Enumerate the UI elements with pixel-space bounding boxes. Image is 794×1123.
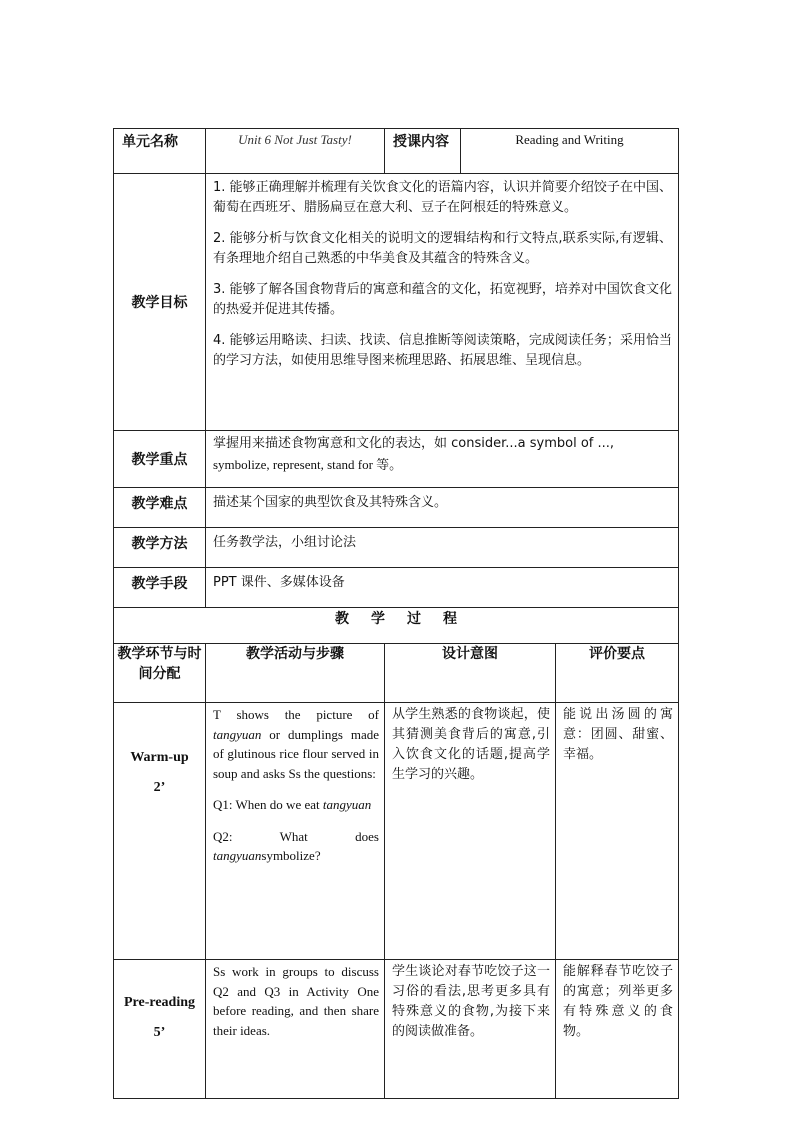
tools-label: 教学手段 — [114, 568, 206, 608]
key-points-label: 教学重点 — [114, 431, 206, 488]
activity-cell: Ss work in groups to discuss Q2 and Q3 in Activity One before reading, and then share their ideas. — [206, 960, 385, 1099]
objective-item: 3. 能够了解各国食物背后的寓意和蕴含的文化，拓宽视野，培养对中国饮食文化的热爱并促进其传播。 — [213, 282, 672, 317]
evaluation-cell: 能说出汤圆的寓意：团圆、甜蜜、幸福。 — [556, 703, 679, 960]
objective-item: 1. 能够正确理解并梳理有关饮食文化的语篇内容，认识并简要介绍饺子在中国、葡萄在西班牙、腊肠扁豆在意大利、豆子在阿根廷的特殊意义。 — [213, 180, 672, 215]
stage-cell — [114, 960, 206, 1099]
methods-value: 任务教学法，小组讨论法 — [206, 528, 679, 568]
intent-cell: 学生谈论对春节吃饺子这一习俗的看法,思考更多具有特殊意义的食物,为接下来的阅读做准备。 — [385, 960, 556, 1099]
activity-cell — [206, 703, 385, 960]
key-points-line: symbolize, represent, stand for 等。 — [213, 457, 403, 472]
activity-text: or dumplings made of glutinous rice flour served in soup and asks Ss the questions: — [213, 726, 379, 781]
header-row — [114, 129, 679, 174]
objectives-label: 教学目标 — [114, 174, 206, 431]
methods-label: 教学方法 — [114, 528, 206, 568]
col-activity-header: 教学活动与步骤 — [206, 644, 385, 703]
lesson-value: Reading and Writing — [461, 129, 679, 174]
methods-row — [114, 528, 679, 568]
unit-value: Unit 6 Not Just Tasty! — [206, 129, 385, 174]
question-2 — [213, 827, 379, 866]
unit-label: 单元名称 — [114, 129, 206, 174]
key-points-line: 掌握用来描述食物寓意和文化的表达，如 consider...a symbol of ..., — [213, 436, 615, 451]
difficulty-label: 教学难点 — [114, 488, 206, 528]
lesson-label: 授课内容 — [385, 129, 461, 174]
stage-cell — [114, 703, 206, 960]
objective-item: 4. 能够运用略读、扫读、找读、信息推断等阅读策略，完成阅读任务；采用恰当的学习方法，如使用思维导图来梳理思路、拓展思维、呈现信息。 — [213, 333, 672, 368]
stage-time: 2’ — [153, 780, 166, 795]
activity-term: tangyuan — [213, 726, 262, 742]
stage-row — [114, 960, 679, 1099]
stage-name: Warm-up — [130, 750, 189, 765]
objectives-list — [206, 174, 679, 431]
evaluation-cell: 能解释春节吃饺子的寓意；列举更多有特殊意义的食物。 — [556, 960, 679, 1099]
question-text: Q1: When do we eat — [213, 797, 323, 812]
stage-name: Pre-reading — [123, 995, 196, 1010]
question-text: symbolize? — [261, 848, 321, 863]
difficulty-value: 描述某个国家的典型饮食及其特殊含义。 — [206, 488, 679, 528]
question-1 — [213, 795, 379, 815]
objective-item: 2. 能够分析与饮食文化相关的说明文的逻辑结构和行文特点,联系实际,有逻辑、有条理地介绍自己熟悉的中华美食及其蕴含的特殊含义。 — [213, 231, 672, 266]
key-points-value — [206, 431, 679, 488]
intent-cell: 从学生熟悉的食物谈起，使其猜测美食背后的寓意,引入饮食文化的话题,提高学生学习的兴趣。 — [385, 703, 556, 960]
col-stage-header: 教学环节与时间分配 — [114, 644, 206, 703]
col-intent-header: 设计意图 — [385, 644, 556, 703]
stage-row — [114, 703, 679, 960]
activity-text: T shows the picture of — [213, 707, 379, 722]
activity-intro — [213, 705, 379, 783]
lesson-plan-table — [113, 128, 679, 1099]
col-evaluation-header: 评价要点 — [556, 644, 679, 703]
stage-time: 5’ — [153, 1025, 166, 1040]
process-title: 教学过程 — [114, 608, 679, 644]
question-term: tangyuan — [213, 848, 262, 863]
tools-row — [114, 568, 679, 608]
difficulty-row — [114, 488, 679, 528]
question-text: Q2: What does — [213, 828, 379, 844]
process-title-row — [114, 608, 679, 644]
tools-value: PPT 课件、多媒体设备 — [206, 568, 679, 608]
objectives-row — [114, 174, 679, 431]
process-header-row — [114, 644, 679, 703]
key-points-row — [114, 431, 679, 488]
question-term: tangyuan — [322, 797, 372, 812]
